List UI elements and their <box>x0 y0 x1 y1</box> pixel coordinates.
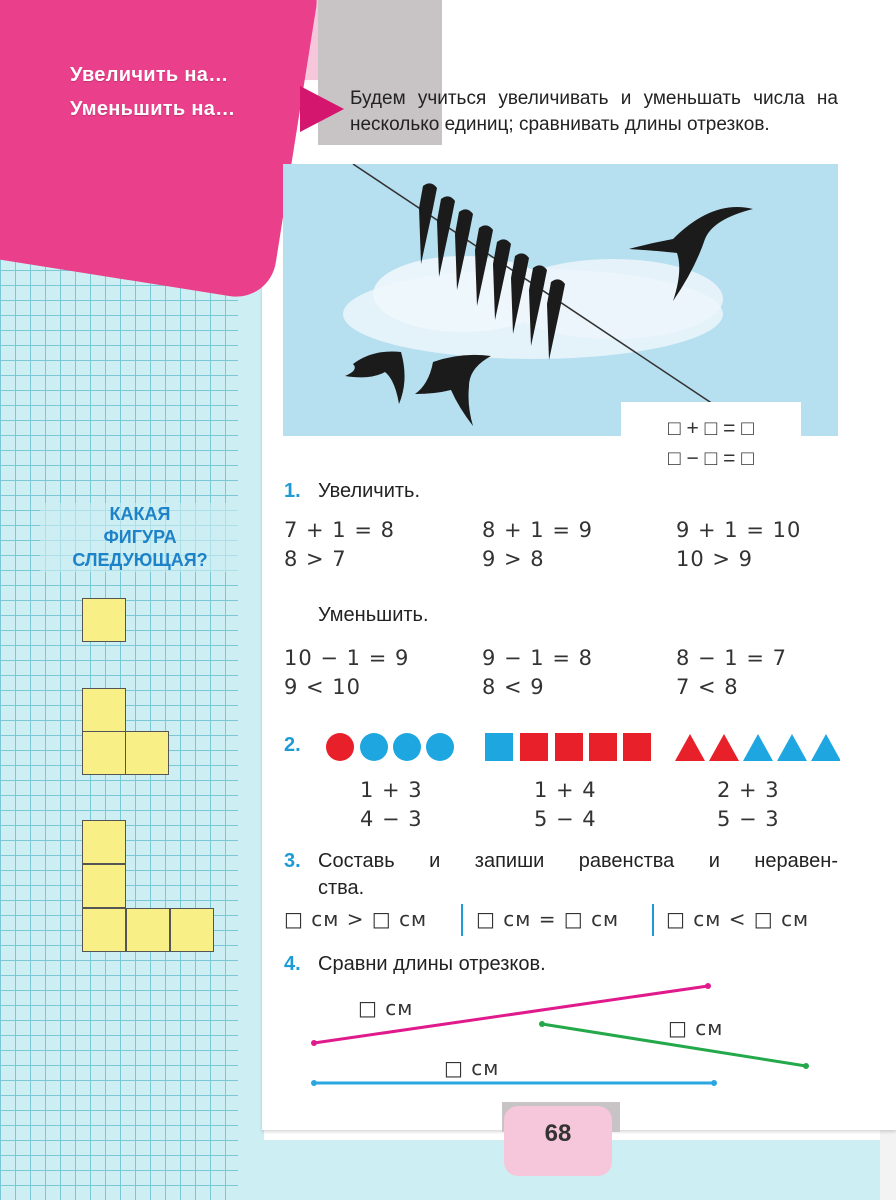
sum-expression: 2 + 3 <box>717 778 780 802</box>
blue-square <box>485 733 513 761</box>
yellow-square <box>126 908 170 952</box>
divider <box>652 904 654 936</box>
task-number: 1. <box>284 480 301 502</box>
divider <box>461 904 463 936</box>
sidebar-puzzle-title <box>40 503 240 572</box>
yellow-square <box>82 598 126 642</box>
red-square <box>589 733 617 761</box>
equation-template-sum: □ + □ = □ <box>668 417 754 440</box>
equation-template-box <box>621 402 801 474</box>
task-label-increase: Увеличить. <box>318 480 421 502</box>
equation-template-diff: □ − □ = □ <box>668 447 754 470</box>
red-square <box>555 733 583 761</box>
segment-length-label: □ см <box>444 1056 500 1080</box>
blue-triangle <box>743 734 773 761</box>
red-triangle <box>675 734 705 761</box>
segment-length-label: □ см <box>358 996 414 1020</box>
sum-expression: 1 + 3 <box>360 778 423 802</box>
lesson-title-line2: Уменьшить на… <box>70 98 236 120</box>
yellow-square <box>82 908 126 952</box>
yellow-square <box>82 731 126 775</box>
blue-triangle <box>777 734 807 761</box>
blue-circle <box>426 733 454 761</box>
diff-expression: 4 − 3 <box>360 807 423 831</box>
yellow-square <box>82 864 126 908</box>
task-text-continued: ства. <box>318 877 365 899</box>
yellow-square <box>170 908 214 952</box>
red-square <box>520 733 548 761</box>
comparison: 8 > 7 <box>284 547 347 571</box>
swallows-illustration <box>283 164 838 436</box>
comparison-template: □ см = □ см <box>476 907 620 931</box>
comparison-template: □ см > □ см <box>284 907 428 931</box>
increase-example <box>284 516 395 574</box>
equation: 7 + 1 = 8 <box>284 518 395 542</box>
shape-groups <box>325 730 840 764</box>
comparison: 7 < 8 <box>676 675 739 699</box>
task-number: 3. <box>284 850 301 872</box>
sum-expression: 1 + 4 <box>534 778 597 802</box>
shape-expression <box>360 776 423 834</box>
task-number: 2. <box>284 734 301 756</box>
equation: 9 + 1 = 10 <box>676 518 802 542</box>
lesson-title-line1: Увеличить на… <box>70 64 229 86</box>
shape-expression <box>717 776 780 834</box>
comparison-template: □ см < □ см <box>666 907 810 931</box>
task-text: Сравни длины отрезков. <box>318 953 546 975</box>
increase-example <box>482 516 593 574</box>
equation: 10 − 1 = 9 <box>284 646 410 670</box>
blue-circle <box>393 733 421 761</box>
yellow-square <box>125 731 169 775</box>
play-marker-icon <box>300 86 344 132</box>
task-text: Составь и запиши равенства и неравен- <box>318 850 838 872</box>
swallows-picture <box>283 164 838 436</box>
page-number: 68 <box>504 1106 612 1176</box>
comparison: 8 < 9 <box>482 675 545 699</box>
decrease-example <box>482 644 593 702</box>
decrease-example <box>676 644 787 702</box>
equation: 8 + 1 = 9 <box>482 518 593 542</box>
sidebar-title-line: КАКАЯ <box>109 504 171 524</box>
lesson-intro: Будем учиться увеличивать и уменьшать числа на несколько единиц; сравнивать длины отрезков. <box>350 88 838 135</box>
red-circle <box>326 733 354 761</box>
blue-segment <box>311 1080 717 1086</box>
yellow-square <box>82 688 126 732</box>
blue-circle <box>360 733 388 761</box>
equation: 8 − 1 = 7 <box>676 646 787 670</box>
sidebar-title-line: СЛЕДУЮЩАЯ? <box>72 550 208 570</box>
comparison: 9 > 8 <box>482 547 545 571</box>
yellow-square <box>82 820 126 864</box>
task-number: 4. <box>284 953 301 975</box>
diff-expression: 5 − 4 <box>534 807 597 831</box>
task-label-decrease: Уменьшить. <box>318 604 429 626</box>
sidebar-title-line: ФИГУРА <box>103 527 177 547</box>
segment-length-label: □ см <box>668 1016 724 1040</box>
comparison: 10 > 9 <box>676 547 754 571</box>
shape-expression <box>534 776 597 834</box>
comparison: 9 < 10 <box>284 675 362 699</box>
red-square <box>623 733 651 761</box>
blue-triangle <box>811 734 840 761</box>
equation: 9 − 1 = 8 <box>482 646 593 670</box>
decrease-example <box>284 644 409 702</box>
diff-expression: 5 − 3 <box>717 807 780 831</box>
increase-example <box>676 516 801 574</box>
red-triangle <box>709 734 739 761</box>
title-card <box>0 0 322 302</box>
